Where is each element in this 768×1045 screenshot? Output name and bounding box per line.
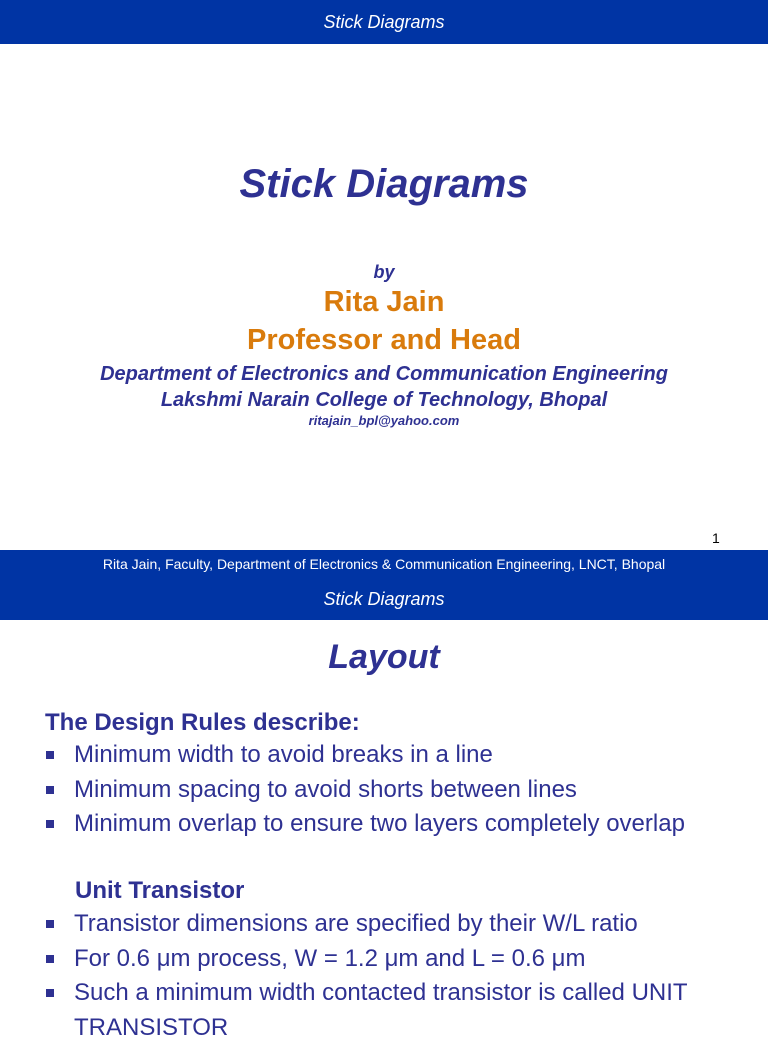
slide1-header-text: Stick Diagrams xyxy=(323,12,444,32)
slide2-header-bar xyxy=(0,584,768,620)
list-item-text: Such a minimum width contacted transistor is called UNIT xyxy=(74,979,688,1006)
square-bullet-icon xyxy=(46,989,54,997)
list-item-text: Minimum width to avoid breaks in a line xyxy=(74,741,493,768)
list-item xyxy=(45,807,765,842)
slide1-footer-text: Rita Jain, Faculty, Department of Electronics & Communication Engineering, LNCT, Bhopal xyxy=(103,556,665,572)
list-item-text: For 0.6 μm process, W = 1.2 μm and L = 0.6 μm xyxy=(74,945,585,972)
college-name: Lakshmi Narain College of Technology, Bhopal xyxy=(0,389,768,412)
square-bullet-icon xyxy=(46,820,54,828)
list-item xyxy=(45,738,765,773)
slide2-title: Layout xyxy=(0,638,768,677)
unit-transistor-heading: Unit Transistor xyxy=(75,877,244,905)
list-item-text: Transistor dimensions are specified by their W/L ratio xyxy=(74,910,638,937)
unit-transistor-list xyxy=(45,907,765,1045)
list-item-continuation xyxy=(45,1011,765,1045)
slide1-header-bar xyxy=(0,0,768,44)
list-item-text: TRANSISTOR xyxy=(74,1014,228,1041)
design-rules-heading: The Design Rules describe: xyxy=(45,709,360,737)
author-role: Professor and Head xyxy=(0,324,768,357)
page-number: 1 xyxy=(712,530,720,546)
list-item xyxy=(45,976,765,1011)
square-bullet-icon xyxy=(46,751,54,759)
department-name: Department of Electronics and Communication Engineering xyxy=(0,363,768,386)
author-name: Rita Jain xyxy=(0,286,768,319)
author-email: ritajain_bpl@yahoo.com xyxy=(0,413,768,428)
square-bullet-icon xyxy=(46,920,54,928)
list-item xyxy=(45,773,765,808)
list-item-text: Minimum spacing to avoid shorts between lines xyxy=(74,776,577,803)
by-label: by xyxy=(0,262,768,283)
list-item-text: Minimum overlap to ensure two layers completely overlap xyxy=(74,810,685,837)
square-bullet-icon xyxy=(46,955,54,963)
list-item xyxy=(45,942,765,977)
slide1-title: Stick Diagrams xyxy=(0,162,768,207)
slide2-header-text: Stick Diagrams xyxy=(323,589,444,609)
design-rules-list xyxy=(45,738,765,842)
slide1-footer-bar xyxy=(0,550,768,584)
square-bullet-icon xyxy=(46,786,54,794)
list-item xyxy=(45,907,765,942)
